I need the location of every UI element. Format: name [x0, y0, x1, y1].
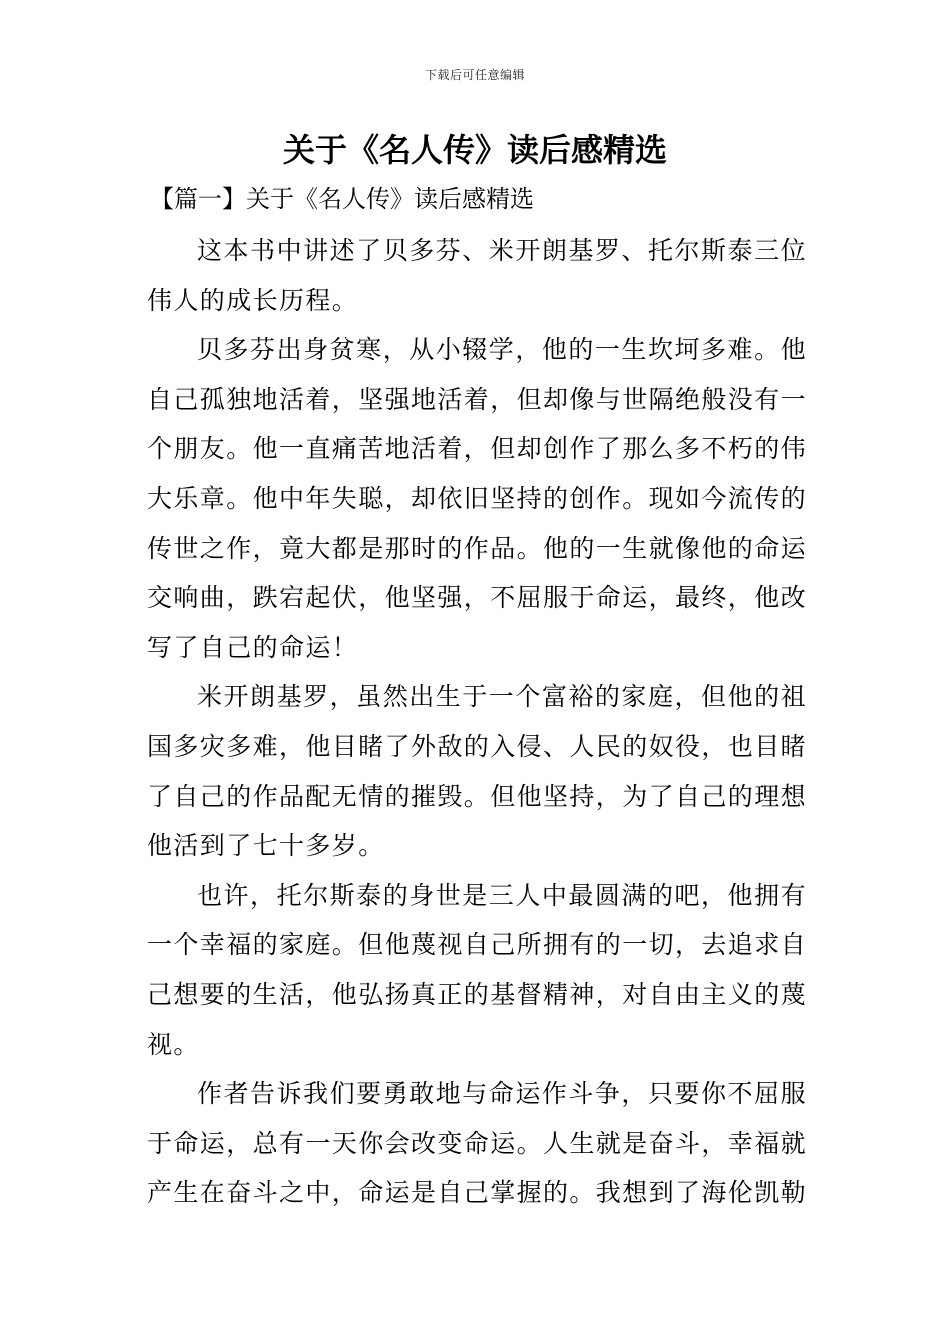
paragraph-beethoven: 贝多芬出身贫寒，从小辍学，他的一生坎坷多难。他自己孤独地活着，坚强地活着，但却像与世隔绝般没有一个朋友。他一直痛苦地活着，但却创作了那么多不朽的伟大乐章。他中年失聪，却依旧坚持的创作。现如今流传的传世之作，竟大都是那时的作品。他的一生就像他的命运交响曲，跌宕起伏，他坚强，不屈服于命运，最终，他改写了自己的命运！ [147, 335, 808, 662]
paragraph-conclusion: 作者告诉我们要勇敢地与命运作斗争，只要你不屈服于命运，总有一天你会改变命运。人生就是奋斗，幸福就产生在奋斗之中，命运是自己掌握的。我想到了海伦凯勒 [147, 1079, 808, 1208]
page-header-note: 下载后可任意编辑 [424, 68, 525, 82]
paragraph-michelangelo: 米开朗基罗，虽然出生于一个富裕的家庭，但他的祖国多灾多难，他目睹了外敌的入侵、人民的奴役，也目睹了自己的作品配无情的摧毁。但他坚持，为了自己的理想他活到了七十多岁。 [147, 682, 808, 861]
document-body [147, 226, 807, 1218]
section-heading: 【篇一】关于《名人传》读后感精选 [150, 185, 534, 213]
paragraph-intro: 这本书中讲述了贝多芬、米开朗基罗、托尔斯泰三位伟人的成长历程。 [147, 236, 807, 315]
document-title: 关于《名人传》读后感精选 [282, 131, 667, 169]
paragraph-tolstoy: 也许，托尔斯泰的身世是三人中最圆满的吧，他拥有一个幸福的家庭。但他蔑视自己所拥有的一切，去追求自己想要的生活，他弘扬真正的基督精神，对自由主义的蔑视。 [147, 880, 808, 1059]
